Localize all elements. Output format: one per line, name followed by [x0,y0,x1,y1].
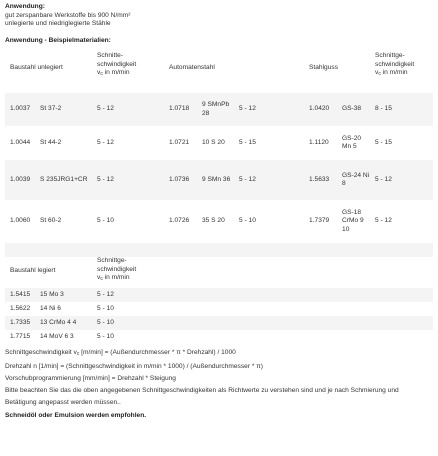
cell: 5 - 12 [370,160,433,200]
application-heading: Anwendung: [5,3,45,10]
table-header-row [5,257,433,288]
note-line-2: Betätigung angepasst werden müssen.. [5,399,121,407]
cell: St 60-2 [40,217,62,225]
col-header-speed: Schnitte- schwindigkeit $v_c$ in m/min [97,52,137,78]
cell: 5 - 15 [375,138,392,146]
cell: 1.7335 [5,316,35,330]
table-header-row [5,52,433,93]
cell: 5 - 10 [97,217,114,225]
cell: 5 - 12 [234,93,304,126]
cell: 35 S 20 [202,217,225,225]
table-row [5,160,433,200]
cell: 5 - 12 [234,160,304,200]
cell: 5 - 10 [92,316,433,330]
cell: 5 - 12 [92,160,164,200]
cell: 14 Ni 6 [40,304,61,312]
cell: 5 - 15 [239,138,256,146]
cell: 13 CrMo 4 4 [35,316,92,330]
col-header-stahlguss: Stahlguss [309,64,338,72]
formula-section [5,347,433,422]
cell: St 37-2 [35,93,92,126]
cell: 5 - 10 [97,304,114,312]
table-row [5,316,433,330]
formula-rpm: Drehzahl n [1/min] = (Schnittgeschwindigkeit in m/min * 1000) / (Außendurchmesser * π) [5,362,263,370]
speed-table-unalloyed [5,52,433,257]
application-line-2: unlegierte und niedriglegierte Stähle [5,20,111,28]
cell: 5 - 12 [92,288,433,302]
cell: S 235JRG1+CR [35,160,92,200]
speed-table-alloyed [5,257,433,344]
cell: GS-38 [337,93,370,126]
col-header-baustahl: Baustahl unlegiert [10,64,63,72]
cell: 5 - 10 [239,217,256,225]
table-row [5,288,433,302]
cell: GS-20 Mn 5 [342,134,362,151]
cell: 14 MoV 6 3 [40,332,74,340]
formula-cutting-speed: Schnittgeschwindigkeit $v_c$ [m/min] = (Außendurchmesser * π * Drehzahl) / 1000 [5,349,236,358]
col-header-speed: Schnittge- schwindigkeit $v_c$ in m/min [97,257,137,283]
cell: 5 - 12 [375,217,392,225]
cell: 1.0037 [5,93,35,126]
col-header-baustahl-legiert: Baustahl legiert [10,267,56,275]
cell: 1.0060 [10,217,31,225]
cell: 1.7715 [10,332,31,340]
table-row [5,126,433,160]
cell: 1.0044 [10,138,31,146]
page [5,3,433,422]
table-row [5,330,433,344]
table-row [5,302,433,316]
cell: 1.0721 [169,138,190,146]
cell: 8 - 15 [370,93,433,126]
cell: 9 SMn 36 [197,160,234,200]
cell: 1.0718 [164,93,197,126]
cell: 1.0039 [5,160,35,200]
cell: 5 - 12 [92,93,164,126]
cell: 1.5633 [304,160,337,200]
table-row [5,93,433,126]
table-spacer-row [5,243,433,257]
cell: 9 SMnPb 28 [197,93,234,126]
materials-heading: Anwendung - Beispielmaterialien: [5,36,111,44]
note-lubricant: Schneidöl oder Emulsion werden empfohlen. [5,411,147,419]
cell: 1.5622 [10,304,31,312]
formula-feed: Vorschubprogrammierung [mm/min] = Drehzahl * Steigung [5,374,176,382]
cell: 5 - 10 [97,332,114,340]
cell: 1.7379 [309,217,330,225]
cell: GS-24 Ni 8 [337,160,370,200]
cell: 10 S 20 [202,138,225,146]
col-header-speed-3: Schnittge- schwindigkeit $v_c$ in m/min [375,52,415,78]
cell: 1.5415 [5,288,35,302]
cell: 1.0726 [169,217,190,225]
cell: 15 Mo 3 [35,288,92,302]
cell: 5 - 12 [97,138,114,146]
note-line-1: Bitte beachten Sie das die oben angegebenen Schnittgeschwindigkeiten als Richtwerte zu verstehen sind und je nach Schmierung und [5,387,399,395]
cell: St 44-2 [40,138,62,146]
col-header-automaten: Automatenstahl [169,64,215,72]
cell: GS-18 CrMo 9 10 [342,208,364,234]
cell: 1.1120 [309,138,329,146]
cell: 1.0736 [164,160,197,200]
cell: 1.0420 [304,93,337,126]
table-row [5,200,433,243]
application-line-1: gut zerspanbare Werkstoffe bis 900 N/mm² [5,11,131,19]
